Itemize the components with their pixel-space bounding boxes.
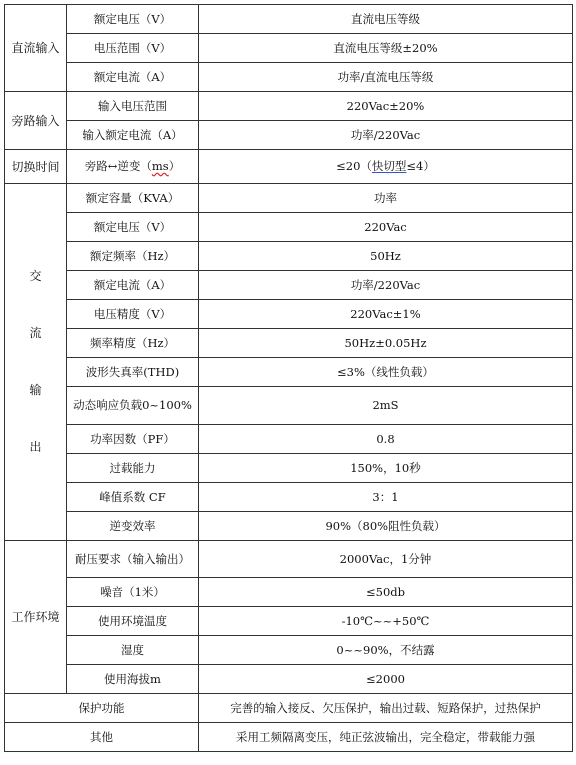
table-row <box>5 358 573 387</box>
table-row <box>5 387 573 425</box>
param-cell: 波形失真率(THD) <box>67 358 199 387</box>
table-row <box>5 150 573 184</box>
param-cell: 湿度 <box>67 636 199 665</box>
group-work-env: 工作环境 <box>5 541 67 694</box>
value-cell: 2mS <box>199 387 573 425</box>
value-cell: 50Hz±0.05Hz <box>199 329 573 358</box>
other-label: 其他 <box>5 723 199 752</box>
value-cell: 220Vac <box>199 213 573 242</box>
param-cell: 噪音（1米） <box>67 578 199 607</box>
spec-table <box>4 4 573 752</box>
value-underlined: 快切型 <box>371 159 407 173</box>
group-bypass-input: 旁路输入 <box>5 92 67 150</box>
param-cell: 输入电压范围 <box>67 92 199 121</box>
value-cell: 2000Vac，1分钟 <box>199 541 573 578</box>
param-cell: 使用环境温度 <box>67 607 199 636</box>
table-row <box>5 607 573 636</box>
param-cell: 额定电压（V） <box>67 213 199 242</box>
ac-output-char: 交 <box>29 269 42 283</box>
ac-output-char: 输 <box>29 383 42 397</box>
param-prefix: 旁路↔逆变（ <box>84 159 152 173</box>
param-cell: 电压精度（V） <box>67 300 199 329</box>
table-row <box>5 541 573 578</box>
value-cell: ≤3%（线性负载） <box>199 358 573 387</box>
table-row <box>5 578 573 607</box>
table-row <box>5 213 573 242</box>
table-row <box>5 184 573 213</box>
table-row <box>5 271 573 300</box>
value-cell: 220Vac±20% <box>199 92 573 121</box>
value-cell: ≤50db <box>199 578 573 607</box>
param-suffix: ） <box>168 159 181 173</box>
ac-output-char: 流 <box>29 326 42 340</box>
table-row <box>5 121 573 150</box>
param-cell: 频率精度（Hz） <box>67 329 199 358</box>
table-row <box>5 454 573 483</box>
value-suffix: ≤4） <box>406 159 435 173</box>
value-cell: 50Hz <box>199 242 573 271</box>
value-prefix: ≤20（ <box>336 159 372 173</box>
table-row <box>5 665 573 694</box>
value-cell: 0~~90%，不结露 <box>199 636 573 665</box>
table-row <box>5 512 573 541</box>
value-cell: 功率/直流电压等级 <box>199 63 573 92</box>
param-unit: ms <box>151 159 169 173</box>
param-cell: 额定容量（KVA） <box>67 184 199 213</box>
protection-label: 保护功能 <box>5 694 199 723</box>
param-cell: 额定电压（V） <box>67 5 199 34</box>
value-cell-switch <box>199 150 573 184</box>
value-cell: 功率/220Vac <box>199 271 573 300</box>
value-cell: 90%（80%阻性负载） <box>199 512 573 541</box>
value-cell: 220Vac±1% <box>199 300 573 329</box>
value-cell: 直流电压等级±20% <box>199 34 573 63</box>
param-cell: 额定电流（A） <box>67 63 199 92</box>
table-row <box>5 425 573 454</box>
value-cell: 0.8 <box>199 425 573 454</box>
table-row <box>5 694 573 723</box>
table-row <box>5 5 573 34</box>
param-cell: 动态响应负载0~100% <box>67 387 199 425</box>
param-cell-switch <box>67 150 199 184</box>
param-cell: 过载能力 <box>67 454 199 483</box>
table-row <box>5 63 573 92</box>
param-cell: 输入额定电流（A） <box>67 121 199 150</box>
table-row <box>5 300 573 329</box>
value-cell: ≤2000 <box>199 665 573 694</box>
param-cell: 峰值系数 CF <box>67 483 199 512</box>
table-row <box>5 34 573 63</box>
value-cell: 功率 <box>199 184 573 213</box>
param-cell: 电压范围（V） <box>67 34 199 63</box>
group-ac-output <box>5 184 67 541</box>
table-row <box>5 636 573 665</box>
group-switch-time: 切换时间 <box>5 150 67 184</box>
protection-value: 完善的输入接反、欠压保护，输出过载、短路保护，过热保护 <box>199 694 573 723</box>
group-dc-input: 直流输入 <box>5 5 67 92</box>
other-value: 采用工频隔离变压，纯正弦波输出，完全稳定，带载能力强 <box>199 723 573 752</box>
table-row <box>5 329 573 358</box>
table-row <box>5 242 573 271</box>
param-cell: 额定频率（Hz） <box>67 242 199 271</box>
param-cell: 使用海拔m <box>67 665 199 694</box>
param-cell: 逆变效率 <box>67 512 199 541</box>
table-row <box>5 92 573 121</box>
value-cell: 功率/220Vac <box>199 121 573 150</box>
table-row <box>5 723 573 752</box>
value-cell: 3：1 <box>199 483 573 512</box>
value-cell: -10℃~~+50℃ <box>199 607 573 636</box>
param-cell: 耐压要求（输入输出） <box>67 541 199 578</box>
value-cell: 直流电压等级 <box>199 5 573 34</box>
param-cell: 额定电流（A） <box>67 271 199 300</box>
param-cell: 功率因数（PF） <box>67 425 199 454</box>
value-cell: 150%，10秒 <box>199 454 573 483</box>
ac-output-char: 出 <box>29 440 42 454</box>
table-row <box>5 483 573 512</box>
